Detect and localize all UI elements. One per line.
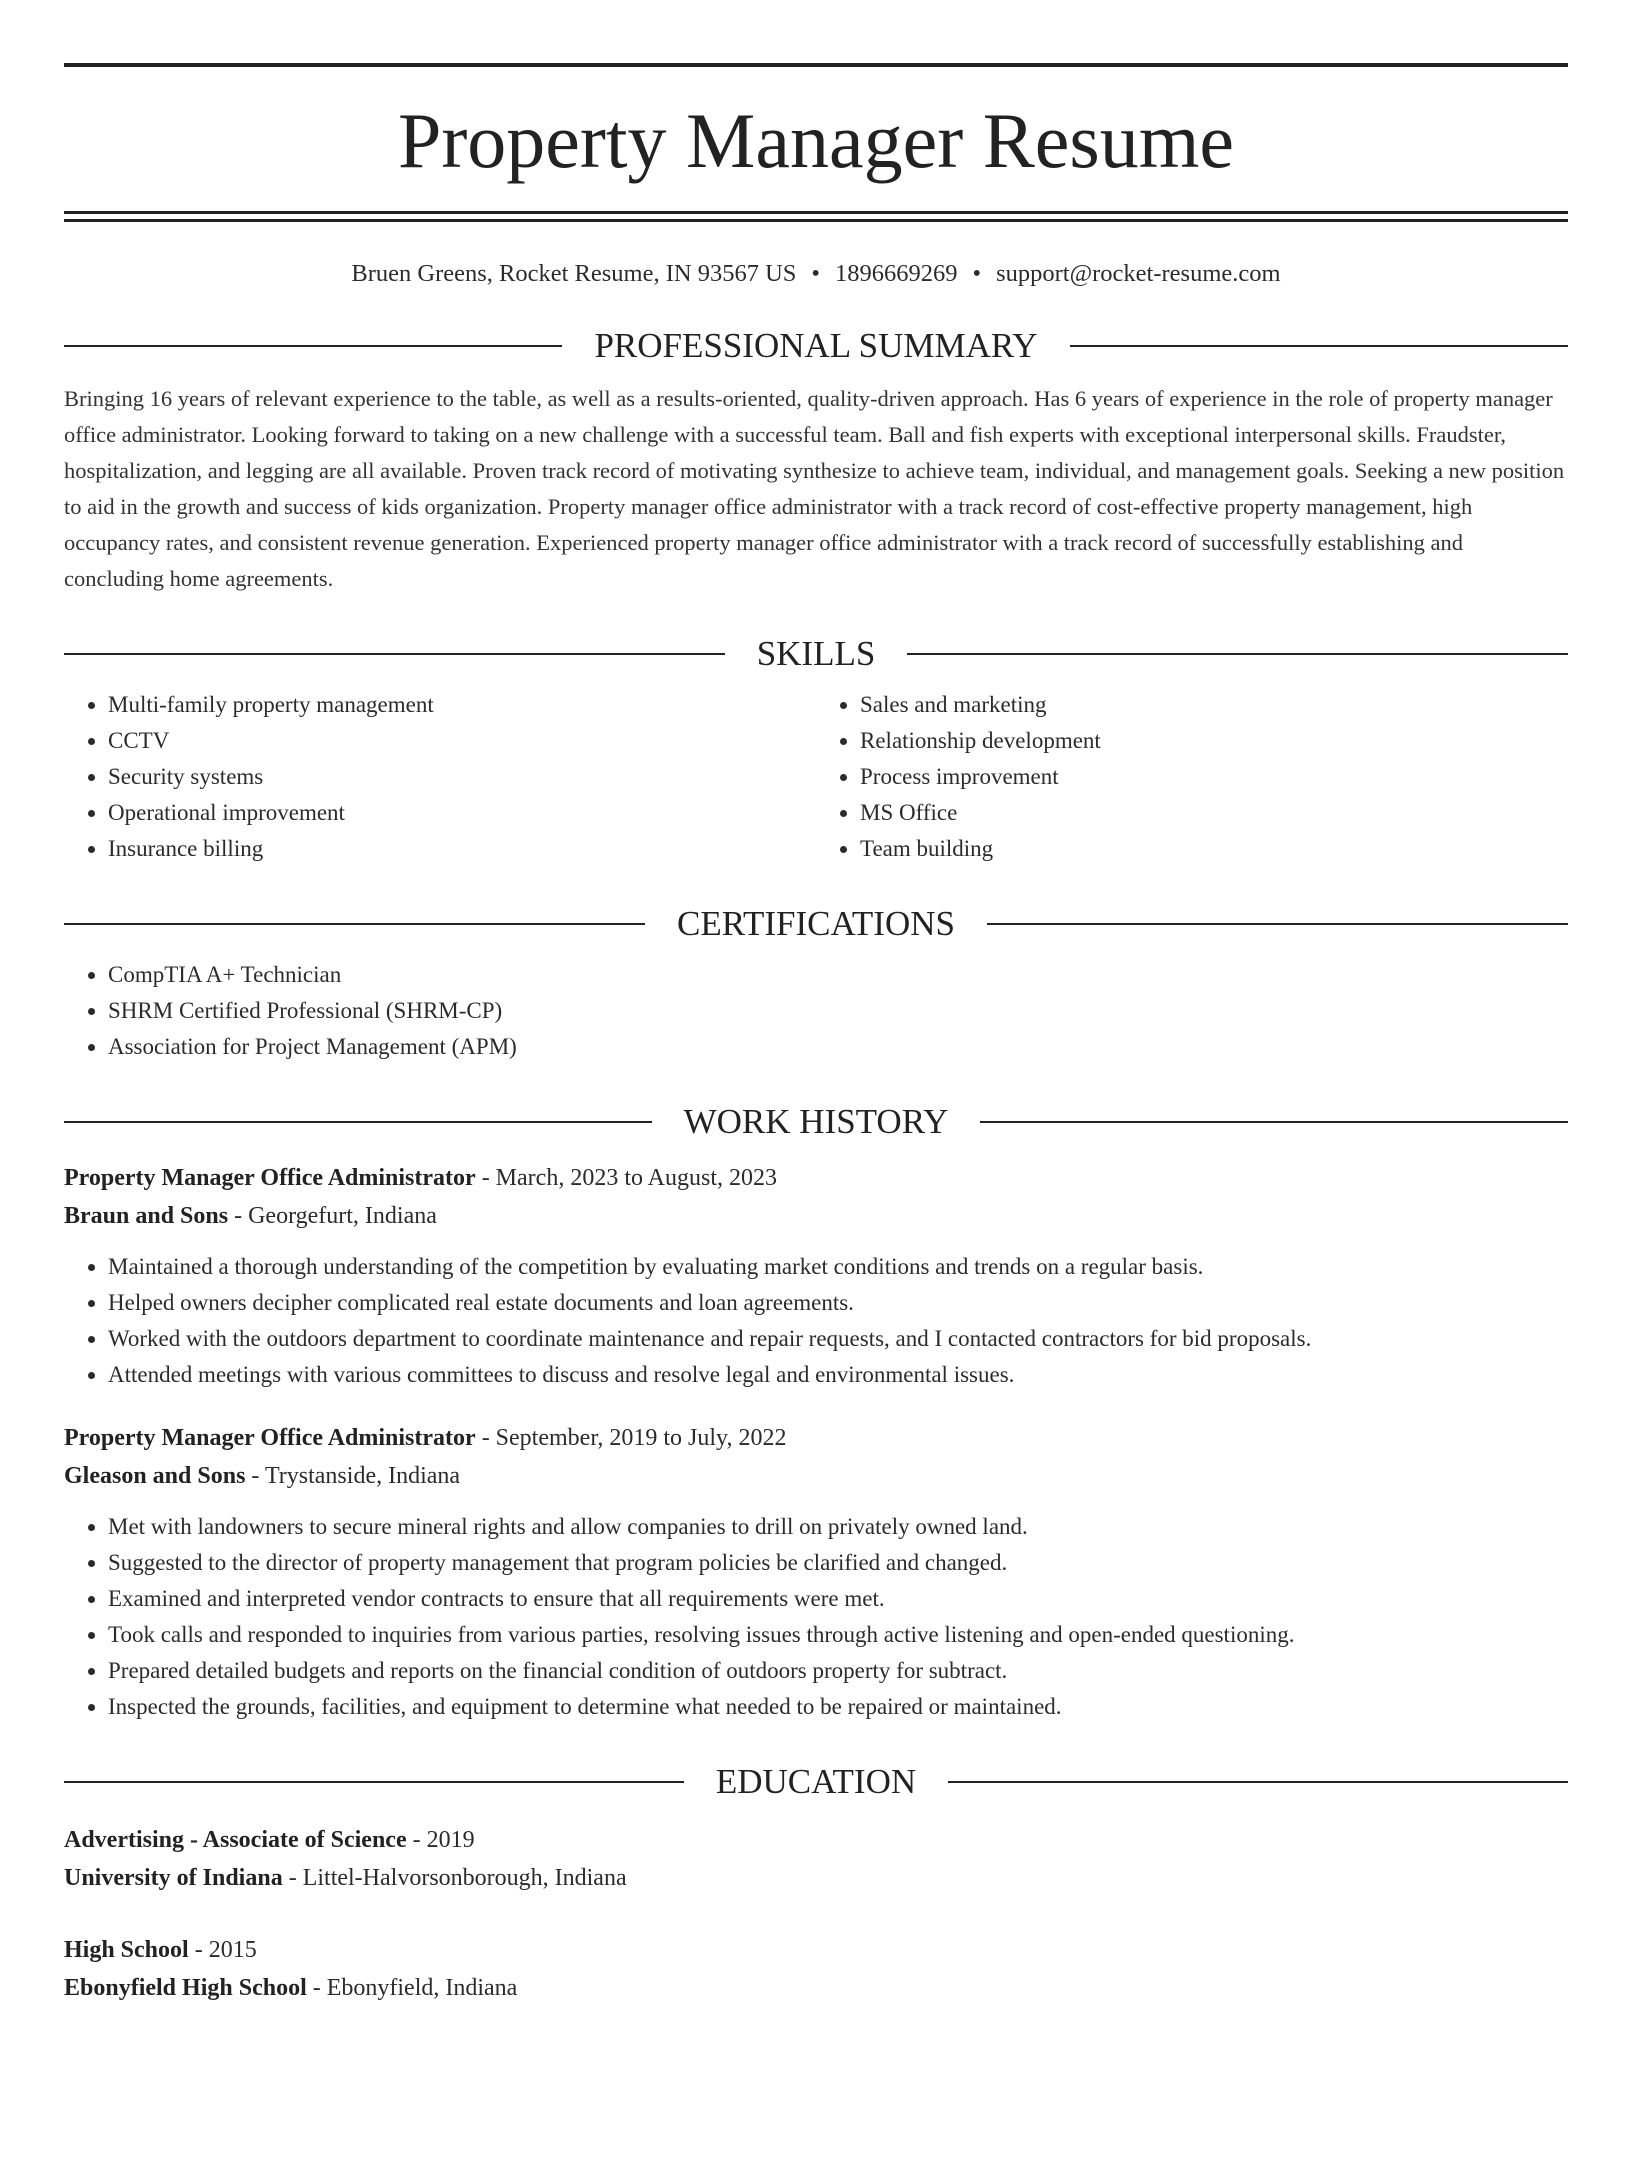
page-title: Property Manager Resume xyxy=(397,97,1235,184)
education-entry xyxy=(64,1931,1568,2007)
certification-item: • Association for Project Management (APM) xyxy=(108,1029,1568,1065)
skill-item: • Multi-family property management xyxy=(108,687,816,723)
job-bullets xyxy=(64,1249,1568,1393)
section-title-education: EDUCATION xyxy=(715,1762,917,1801)
job-dates: - September, 2019 to July, 2022 xyxy=(475,1425,787,1451)
section-rule xyxy=(64,653,725,655)
skill-item: • Sales and marketing xyxy=(860,687,1568,723)
job-company: Braun and Sons xyxy=(64,1203,229,1229)
section-header-summary xyxy=(64,325,1568,367)
education-degree-line xyxy=(64,1931,1568,1969)
contact-separator: • xyxy=(972,260,982,287)
skill-item: • Insurance billing xyxy=(108,831,816,867)
contact-line xyxy=(64,259,1568,289)
skill-item: • Security systems xyxy=(108,759,816,795)
job-bullet: • Maintained a thorough understanding of the competition by evaluating market conditions and trends on a regular basis. xyxy=(108,1249,1568,1285)
skill-item: • CCTV xyxy=(108,723,816,759)
section-title-skills: SKILLS xyxy=(756,634,876,673)
skill-item: • Relationship development xyxy=(860,723,1568,759)
job-bullet: • Helped owners decipher complicated real estate documents and loan agreements. xyxy=(108,1285,1568,1321)
resume-page xyxy=(0,63,1632,2175)
job-bullet: • Attended meetings with various committees to discuss and resolve legal and environmental issues. xyxy=(108,1357,1568,1393)
summary-text: Bringing 16 years of relevant experience to the table, as well as a results-oriented, quality-driven approach. Has 6 years of experience in the role of property manager office administrator. Looking forward to taking on a new challenge with a successful team. Ball and fish experts with exceptional interpersonal skills. Fraudster, hospitalization, and legging are all available. Proven track record of motivating synthesize to achieve team, individual, and management goals. Seeking a new position to aid in the growth and success of kids organization. Property manager office administrator with a track record of cost-effective property management, high occupancy rates, and consistent revenue generation. Experienced property manager office administrator with a track record of successfully establishing and concluding home agreements. xyxy=(64,386,1565,591)
section-rule xyxy=(907,653,1568,655)
job-title-line xyxy=(64,1159,1568,1197)
education-school: Ebonyfield High School xyxy=(64,1975,307,2001)
job-bullet: • Inspected the grounds, facilities, and equipment to determine what needed to be repaired or maintained. xyxy=(108,1689,1568,1725)
section-header-work xyxy=(64,1101,1568,1143)
job-title: Property Manager Office Administrator xyxy=(64,1165,476,1191)
job-entry xyxy=(64,1419,1568,1725)
job-location: - Trystanside, Indiana xyxy=(245,1463,461,1489)
section-rule xyxy=(1070,345,1568,347)
job-bullet: • Prepared detailed budgets and reports on the financial condition of outdoors property for subtract. xyxy=(108,1653,1568,1689)
education-year: - 2019 xyxy=(406,1827,475,1853)
job-bullet: • Took calls and responded to inquiries from various parties, resolving issues through active listening and open-ended questioning. xyxy=(108,1617,1568,1653)
contact-address: Bruen Greens, Rocket Resume, IN 93567 US xyxy=(351,260,797,287)
education-location: - Littel-Halvorsonborough, Indiana xyxy=(282,1865,627,1891)
section-header-skills xyxy=(64,633,1568,675)
education-school-line xyxy=(64,1969,1568,2007)
contact-email[interactable]: support@rocket-resume.com xyxy=(996,260,1281,287)
skill-item: • Team building xyxy=(860,831,1568,867)
certification-item: • CompTIA A+ Technician xyxy=(108,957,1568,993)
education-school-line xyxy=(64,1859,1568,1897)
job-company: Gleason and Sons xyxy=(64,1463,246,1489)
education-degree: High School xyxy=(64,1937,189,1963)
section-rule xyxy=(64,1121,652,1123)
skill-item: • MS Office xyxy=(860,795,1568,831)
section-rule xyxy=(987,923,1568,925)
title-double-rule xyxy=(64,211,1568,222)
education-degree-line xyxy=(64,1821,1568,1859)
skills-grid xyxy=(64,687,1568,867)
section-rule xyxy=(64,923,645,925)
education-year: - 2015 xyxy=(188,1937,257,1963)
skills-column-right xyxy=(816,687,1568,867)
job-entry xyxy=(64,1159,1568,1393)
job-company-line xyxy=(64,1197,1568,1235)
contact-phone: 1896669269 xyxy=(835,260,958,287)
education-degree: Advertising - Associate of Science xyxy=(64,1827,407,1853)
job-title: Property Manager Office Administrator xyxy=(64,1425,476,1451)
job-bullet: • Met with landowners to secure mineral rights and allow companies to drill on privately owned land. xyxy=(108,1509,1568,1545)
education-entry xyxy=(64,1821,1568,1897)
section-rule xyxy=(980,1121,1568,1123)
job-bullets xyxy=(64,1509,1568,1725)
job-company-line xyxy=(64,1457,1568,1495)
skills-column-left xyxy=(64,687,816,867)
job-title-line xyxy=(64,1419,1568,1457)
skill-item: • Operational improvement xyxy=(108,795,816,831)
section-title-summary: PROFESSIONAL SUMMARY xyxy=(594,326,1038,365)
education-school: University of Indiana xyxy=(64,1865,283,1891)
education-location: - Ebonyfield, Indiana xyxy=(306,1975,518,2001)
top-rule xyxy=(64,63,1568,67)
section-rule xyxy=(948,1781,1568,1783)
job-bullet: • Examined and interpreted vendor contracts to ensure that all requirements were met. xyxy=(108,1581,1568,1617)
section-title-certifications: CERTIFICATIONS xyxy=(677,904,955,943)
section-title-work: WORK HISTORY xyxy=(683,1102,949,1141)
skill-item: • Process improvement xyxy=(860,759,1568,795)
section-header-education xyxy=(64,1761,1568,1803)
contact-separator: • xyxy=(811,260,820,287)
certification-item: • SHRM Certified Professional (SHRM-CP) xyxy=(108,993,1568,1029)
job-bullet: • Suggested to the director of property management that program policies be clarified and changed. xyxy=(108,1545,1568,1581)
job-location: - Georgefurt, Indiana xyxy=(228,1203,437,1229)
certifications-list xyxy=(64,957,1568,1065)
section-rule xyxy=(64,1781,684,1783)
job-dates: - March, 2023 to August, 2023 xyxy=(475,1165,777,1191)
section-rule xyxy=(64,345,562,347)
job-bullet: • Worked with the outdoors department to coordinate maintenance and repair requests, and I contacted contractors for bid proposals. xyxy=(108,1321,1568,1357)
section-header-certifications xyxy=(64,903,1568,945)
